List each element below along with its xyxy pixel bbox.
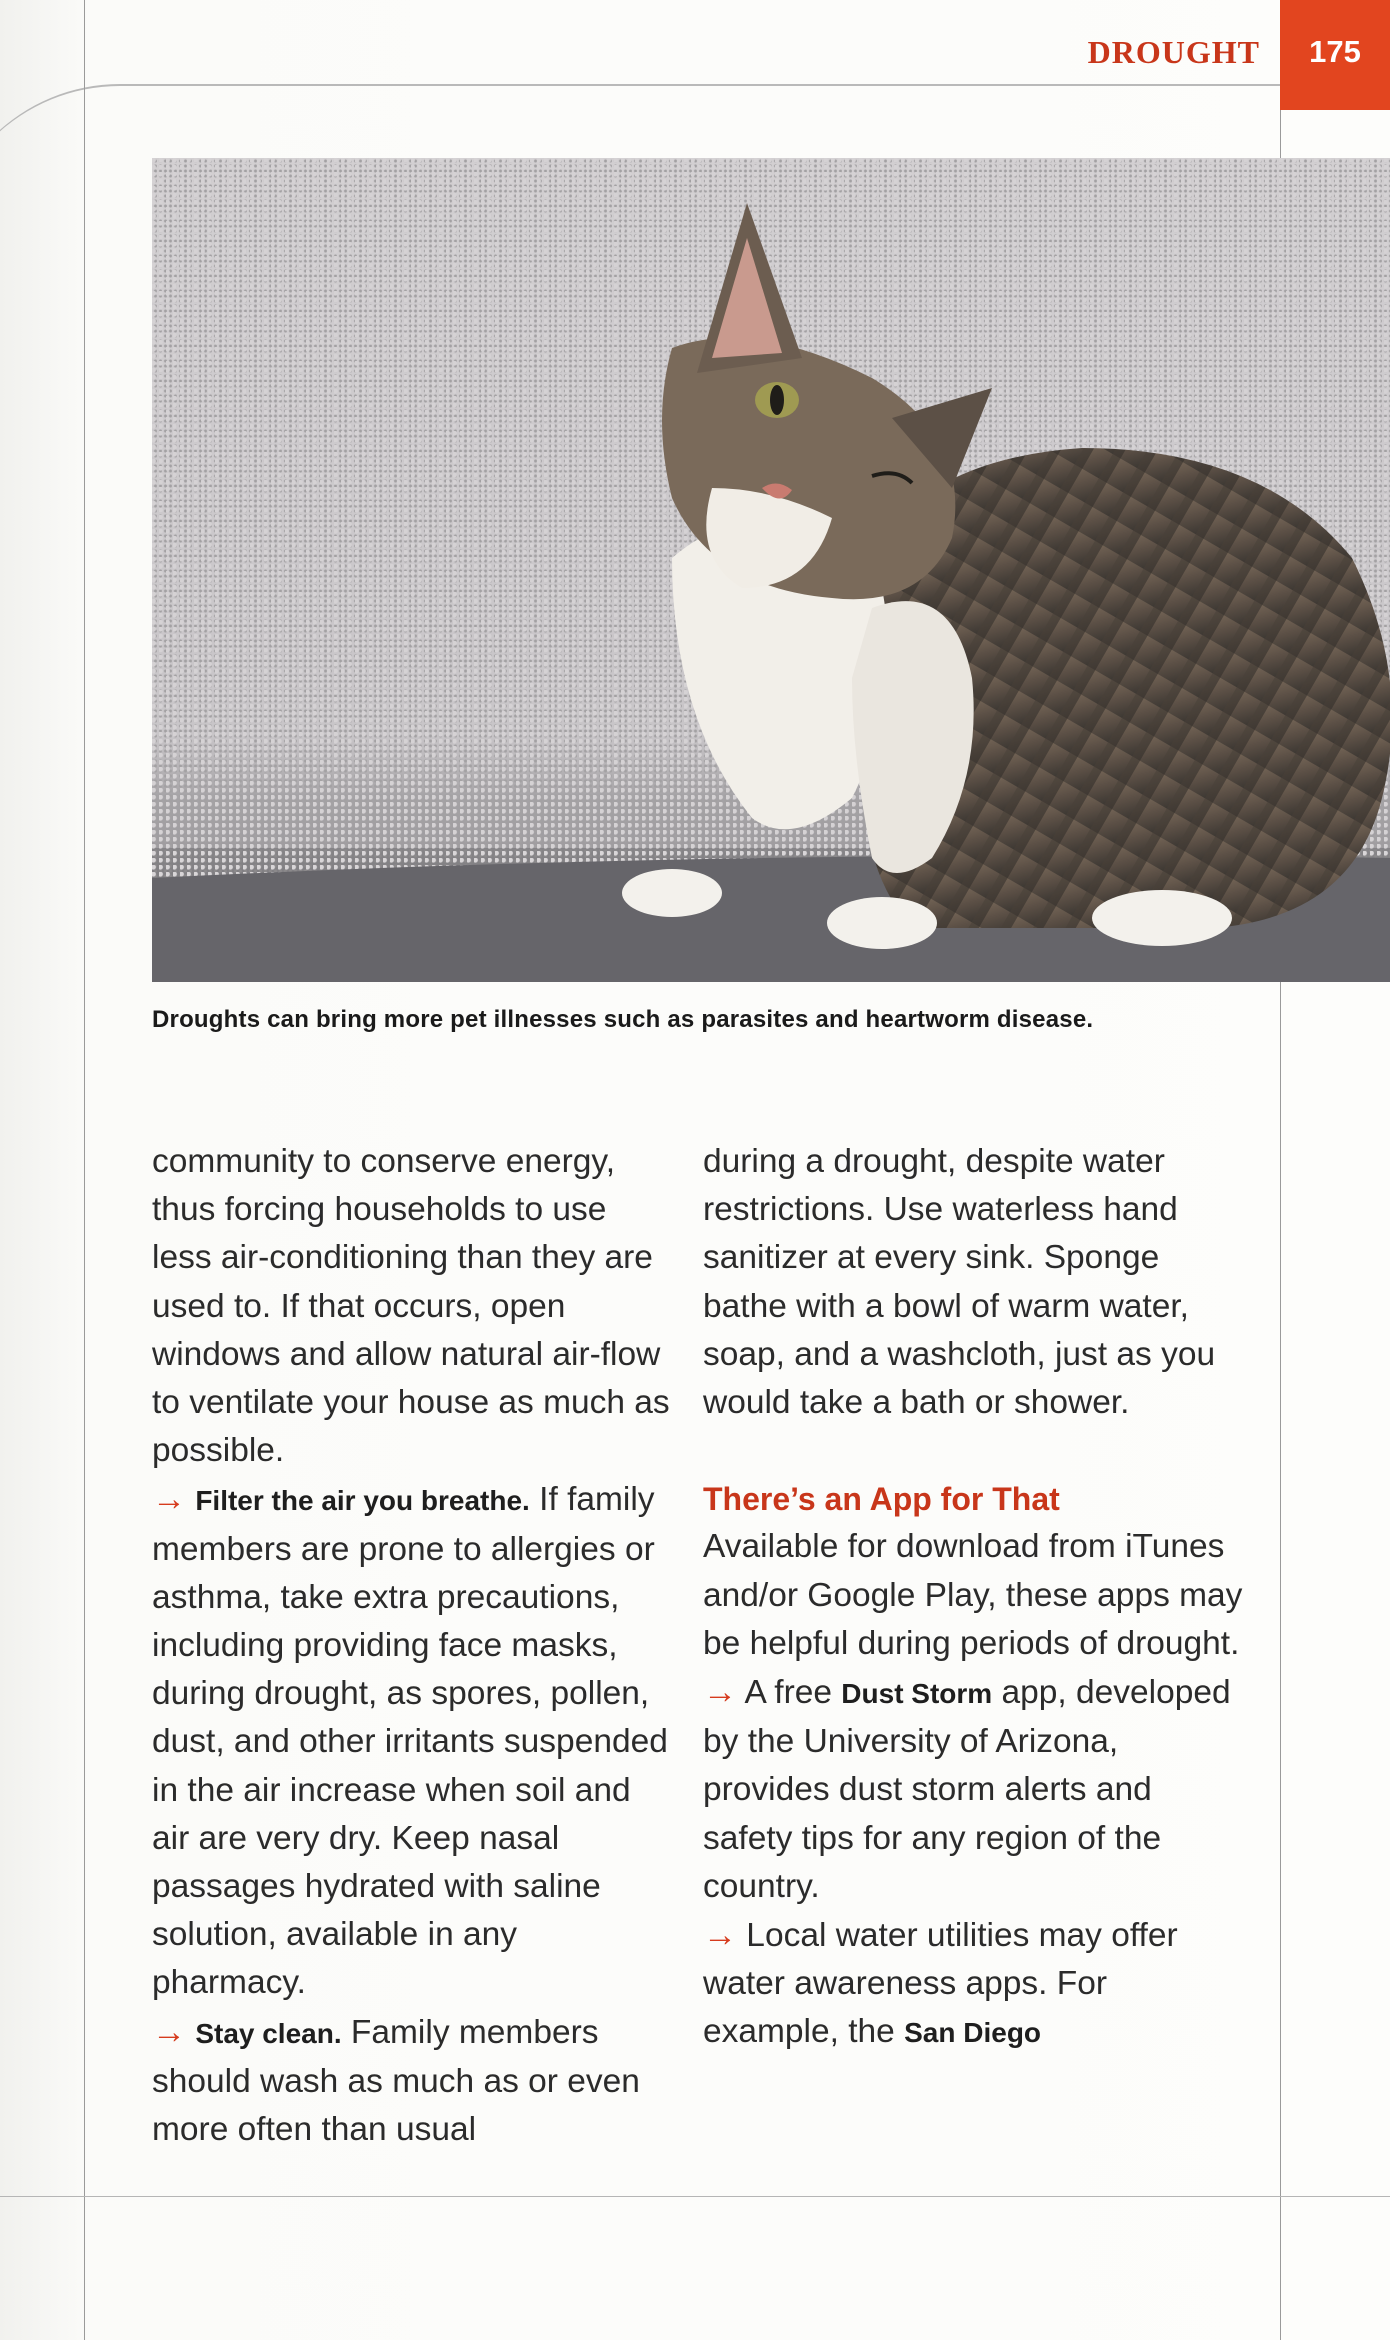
cat-scratching-photo xyxy=(152,158,1390,982)
left-text-column xyxy=(152,1138,672,2154)
bullet-lead: Stay clean. xyxy=(195,2017,342,2049)
bullet-text: Local water utilities may offer water awareness apps. For example, the xyxy=(703,1917,1178,2051)
bottom-rule xyxy=(0,2196,1390,2197)
bullet-filter-air xyxy=(152,1475,672,2007)
section-heading: There’s an App for That xyxy=(703,1481,1060,1518)
bullet-dust-storm xyxy=(703,1668,1243,1911)
arrow-right-icon: → xyxy=(703,1916,737,1955)
section-title: DROUGHT xyxy=(1087,34,1260,70)
bullet-text: If family members are prone to allergies or asthma, take extra precautions, including providing face masks, during drought, as spores, pollen, dust, and other irritants suspended in the air increase when soil and air are very dry. Keep nasal passages hydrated with saline solution, available in any pharmacy. xyxy=(152,1481,668,2002)
paragraph: Available for download from iTunes and/or Google Play, these apps may be helpful during periods of drought. xyxy=(703,1528,1243,1662)
cat-illustration-icon xyxy=(152,158,1390,982)
bullet-text: app, developed by the University of Arizona, provides dust storm alerts and safety tips for any region of the country. xyxy=(703,1674,1231,1905)
arrow-right-icon: → xyxy=(152,1480,186,1519)
bullet-lead: Filter the air you breathe. xyxy=(195,1485,530,1517)
figure-caption: Droughts can bring more pet illnesses such as parasites and heartworm disease. xyxy=(152,1006,1094,1033)
app-name: Dust Storm xyxy=(841,1678,993,1710)
paragraph: during a drought, despite water restrictions. Use waterless hand sanitizer at every sink. Sponge bathe with a bowl of warm water, soap, and a washcloth, just as you would take a bath or shower. xyxy=(703,1143,1216,1422)
right-text-column xyxy=(703,1138,1243,2058)
page-number: 175 xyxy=(1280,0,1390,110)
arrow-right-icon: → xyxy=(703,1673,737,1712)
arrow-right-icon: → xyxy=(152,2012,186,2051)
place-name: San Diego xyxy=(904,2017,1042,2049)
bullet-text: A free xyxy=(737,1674,842,1712)
paragraph: community to conserve energy, thus forcing households to use less air-conditioning than they are used to. If that occurs, open windows and allow natural air-flow to ventilate your house as much as possible. xyxy=(152,1143,670,1470)
bullet-stay-clean xyxy=(152,2008,672,2155)
bullet-text: Family members should wash as much as or even more often than usual xyxy=(152,2013,640,2149)
left-margin-line xyxy=(84,0,85,2340)
bullet-water-utilities xyxy=(703,1911,1243,2058)
